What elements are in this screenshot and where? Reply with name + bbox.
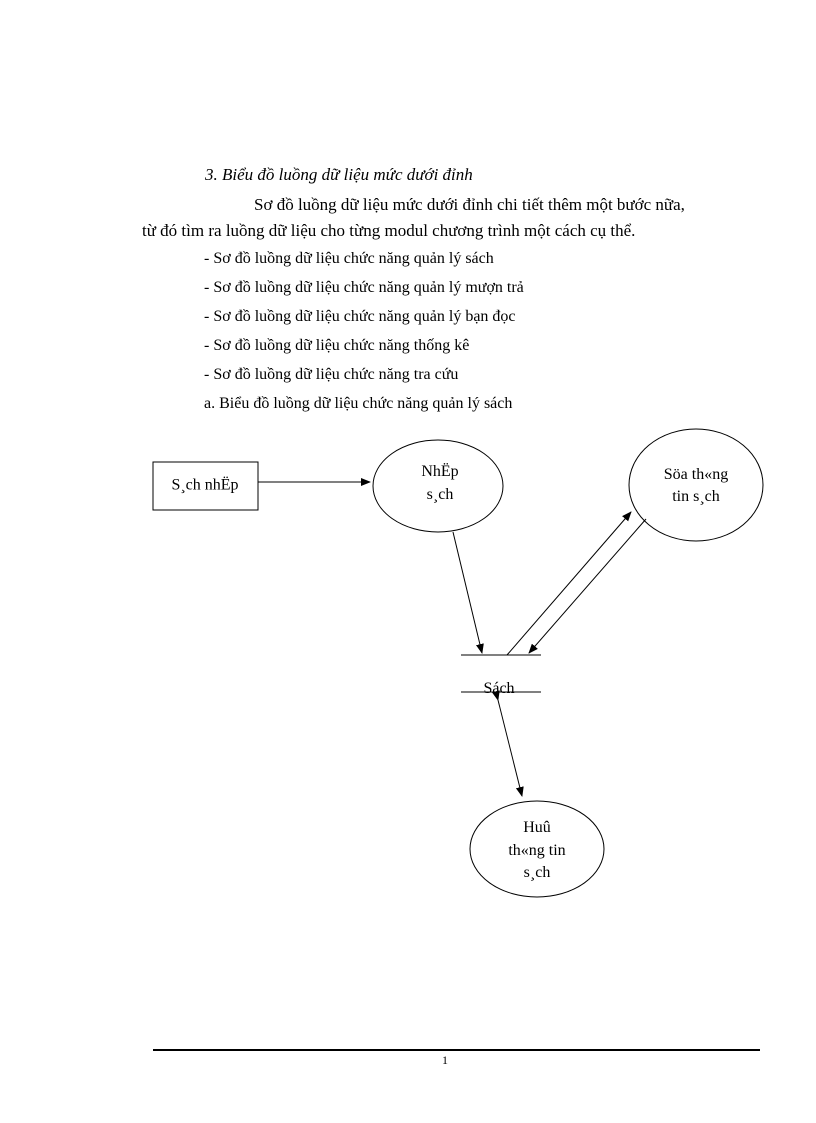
flow-import-to-store (453, 532, 482, 653)
bullet-item: - Sơ đồ luồng dữ liệu chức năng quản lý bạn đọc (204, 308, 516, 325)
paragraph-line-2: từ đó tìm ra luồng dữ liệu cho từng modul chương trình một cách cụ thể. (142, 221, 636, 240)
paragraph-line-1: Sơ đồ luồng dữ liệu mức dưới đỉnh chi tiết thêm một bước nữa, (254, 195, 685, 214)
subheading: a. Biểu đồ luồng dữ liệu chức năng quản lý sách (204, 395, 513, 412)
process-import-label-2: s¸ch (426, 486, 454, 503)
process-delete-label-1: Huû (523, 819, 551, 836)
flow-store-delete-bidirectional (498, 700, 522, 796)
flow-edit-to-store (529, 519, 646, 653)
process-delete-label-2: th«ng tin (508, 842, 566, 859)
bullet-item: - Sơ đồ luồng dữ liệu chức năng quản lý mượn trả (204, 279, 524, 296)
footer-rule (153, 1049, 760, 1051)
process-edit-book-info (629, 429, 763, 541)
data-store-label: Sách (483, 680, 515, 697)
process-delete-label-3: s¸ch (523, 864, 551, 881)
external-entity-label: S¸ch nhËp (171, 476, 239, 494)
process-edit-label-2: tin s¸ch (672, 488, 720, 505)
page-number: 1 (442, 1053, 448, 1067)
process-import-label-1: NhËp (421, 463, 459, 480)
bullet-item: - Sơ đồ luồng dữ liệu chức năng thống kê (204, 337, 470, 354)
process-edit-label-1: Söa th«ng (663, 466, 729, 483)
section-heading: 3. Biểu đồ luồng dữ liệu mức dưới đỉnh (205, 165, 473, 184)
flow-store-to-edit (507, 512, 631, 655)
bullet-item: - Sơ đồ luồng dữ liệu chức năng tra cứu (204, 366, 459, 383)
bullet-item: - Sơ đồ luồng dữ liệu chức năng quản lý sách (204, 250, 494, 267)
